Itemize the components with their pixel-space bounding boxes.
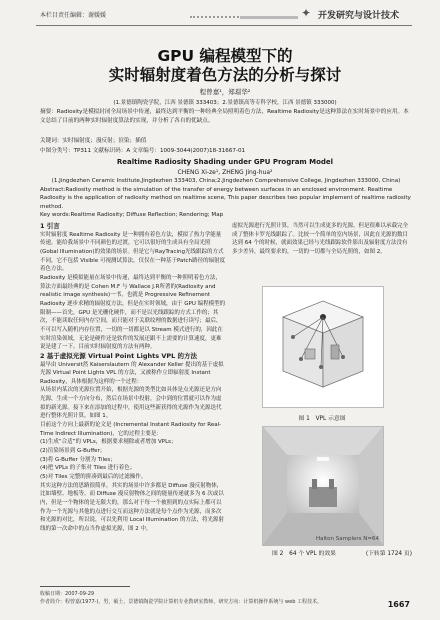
right-column bbox=[232, 222, 412, 257]
continued-note: (下转第 1724 页) bbox=[365, 551, 412, 557]
author-en: CHENG Xi-ze¹, ZHENG Jing-hua² bbox=[177, 169, 273, 176]
vpl-diagram-svg bbox=[263, 287, 383, 407]
affiliation: (1.景德镇陶瓷学院，江西 景德镇 333403；2.景德镇高等专科学校，江西 景德镇 333000) bbox=[113, 100, 337, 106]
list-item: (3)将 G-Buffer 分割为 Tiles； bbox=[40, 456, 116, 463]
paragraph: 最早由 Universit然 Kaiserslautern 的 Alexander Keller 提出的基于虚拟光源 Virtual Point Lights VPL 的方法，又被称作立即辐射度 Instant Radiosity，具体根据为这样的一个过程： bbox=[40, 361, 224, 385]
list-item: (4)把 VPLs 的子集对 Tiles 进行着色； bbox=[40, 465, 136, 472]
author-bio: 作者简介：程曾嘉(1977-)，男，硕士，景德镇陶瓷学院计算机专业教研室教师，研究方向：计算机操作系统与 web 工程技术。 bbox=[40, 599, 322, 605]
paragraph: 实时辐射度 Realtime Radiosity 是一种拥有着色方法，模拟了热力学能量传递，能给我场景中不同颜色的过渡，它可以很好的生成具有全局光照(Gobal Illumination)的效果的场景。但是它与RayTracing光线跟踪的方式不同，它不包括 Visible 可视测试算法，仅仅在一种基于Patch路径的辐射度着色方法。 bbox=[40, 231, 226, 273]
figure-render-result bbox=[262, 426, 384, 546]
abstract-cn: 摘要：Radiosity是模拟封闭全局场景中传递，最终达到平衡的一种经典全局照明着色方法，Realtime Radiosity是这种算法在实时场景中的应用。本文总结了目前的两种实时辐射度算法的实现，并分析了各自的优缺点。 bbox=[40, 109, 409, 124]
authors: 程曾嘉¹，郑璟华² bbox=[199, 88, 251, 96]
header-bar bbox=[240, 16, 298, 19]
header-rule bbox=[36, 25, 412, 26]
title-en: Realtime Radiosity Shading under GPU Program Model bbox=[116, 158, 334, 166]
paragraph: 目前这个方向上最新的论文是 (Incremental Instant Radiosity for Real-Time Indirect Illumination)，它的过程主要是： bbox=[40, 422, 222, 437]
classification: 中图分类号：TP311 文献标识码：A 文章编号：1009-3044(2007)18-31667-01 bbox=[40, 148, 246, 154]
keywords-cn: 关键词：实时辐射度；漫反射；渲染；插值 bbox=[40, 138, 147, 144]
page-header bbox=[0, 0, 440, 26]
section-2-heading: 2 基于虚拟光源 Virtual Point Lights VPL 的方法 bbox=[40, 351, 198, 360]
journal-section: 开发研究与设计技术 bbox=[318, 11, 400, 21]
section-1-heading: 1 引言 bbox=[40, 222, 60, 230]
figure-1-caption: 图 1 VPL 示意图 bbox=[298, 416, 346, 422]
paper-title-line1: GPU 编程模型下的 bbox=[157, 47, 293, 65]
affiliation-en: (1.Jingdezhen Ceramic Institute,Jingdezhen 333403, China;2.Jingdezhen Comprehensive College, Jingdezhen 333000, China) bbox=[51, 178, 401, 184]
paragraph: Radiosity 是模拟能量在场景中传递，最终达到平衡的一种照明着色方法，算法方面最经典的是 Cohen M.F 与 Wallace J.R所著的(Radiosity and realistic image synthesis)一书，也就是 Progressive Refinement Radiosity 逐步求精的辐射度方法，但是在实时领域，由于 GPU 编程模型的限制——首先，GPU 是光栅化硬件，而不是以光线跟踪的方式工作的；其次，不能读取任何内存空间，而只能对于关联纹理的数据进行读写；最后，不可以写入随机内存位置，一切的一切都是以 Stream 模式进行的，因此在实时渲染领域，无论是硬件还是软件的发展还跟不上需要的计算速度，更难说是建了一下。目前实时辐射度的方法有两种。 bbox=[40, 274, 226, 351]
paragraph: 虚拟光源进行光照计算，当然可以生成更多的光源，但是很难以承载完全成了整体卡罗光线跟踪了。比较一个简单的室内场景，因此在光源的数目达到 64 个的时候，就面效果已经与光线跟踪软件影出及辐射度方法没有多少差异，最终要求的，一切的一切都与全局光照的，如图 2。 bbox=[232, 223, 409, 255]
list-item: (1)生成“合适”的 VPLs，根据要求剔除或者增加 VPLs； bbox=[40, 439, 177, 446]
column-editor: 本栏目责任编辑：谢媛媛 bbox=[40, 12, 107, 19]
paragraph: 从场景内某次的光源位置开始，根据光源的类型比如具体是点光源还是方向光源，生成一个方向分布，然后在场景中投射，会中到的位置就可以作为虚拟的新光源。接下来在添加的过程中，使用这些新获得的光源作为光源迭代进行整体光照计算，如图 1。 bbox=[40, 387, 222, 420]
paragraph: 其实这种方法的思路很简单，其实的场景中许多都是 Diffuse 漫反射物体，比如墙壁、地板等。而 Diffuse 漫反射物体之间的能量传递就多为 6 次或以内，但是一个物体的是无限大的，那么对于每一个被照到的点实际上都可以作为一个光源与其他的点进行交互而这种方法就是每个点作为光源，而多次和光源的对比，所以说，可以先利用 Local Illumination 的方法，将光源射线的第一次命中的点当作虚拟光源，图 2 中， bbox=[40, 482, 224, 532]
star-icon: ✦ bbox=[301, 6, 312, 20]
paper-title-line2: 实时辐射度着色方法的分析与探讨 bbox=[108, 66, 342, 84]
keywords-en: Key words:Realtime Radiosity; Diffuse Reflection; Rendering; Map bbox=[40, 212, 224, 218]
received-date: 收稿日期：2007-09-29 bbox=[40, 591, 95, 597]
list-item: (5)对 Tiles 完整的拼凑到最后的过滤操作。 bbox=[40, 474, 147, 481]
left-column bbox=[40, 222, 226, 534]
figure-vpl-diagram bbox=[262, 286, 384, 408]
abstract-en: Abstract:Radiosity method is the simulation of the transfer of energy between surfaces in an enclosed environment. Realtime Radiosity is the application of radiosity method on realtime scene, This paper describes two popular implement of realtime radiosity method. bbox=[40, 187, 411, 210]
sampler-label: Halton Samplers N=64 bbox=[315, 536, 379, 542]
list-item: (2)渲染场景到 G-Buffer； bbox=[40, 448, 106, 455]
render-result-svg bbox=[263, 427, 383, 545]
footnote-rule bbox=[40, 586, 130, 587]
figure-2-caption: 图 2 64 个 VPL 的效果 bbox=[272, 551, 336, 557]
page-number: 1667 bbox=[387, 600, 410, 609]
